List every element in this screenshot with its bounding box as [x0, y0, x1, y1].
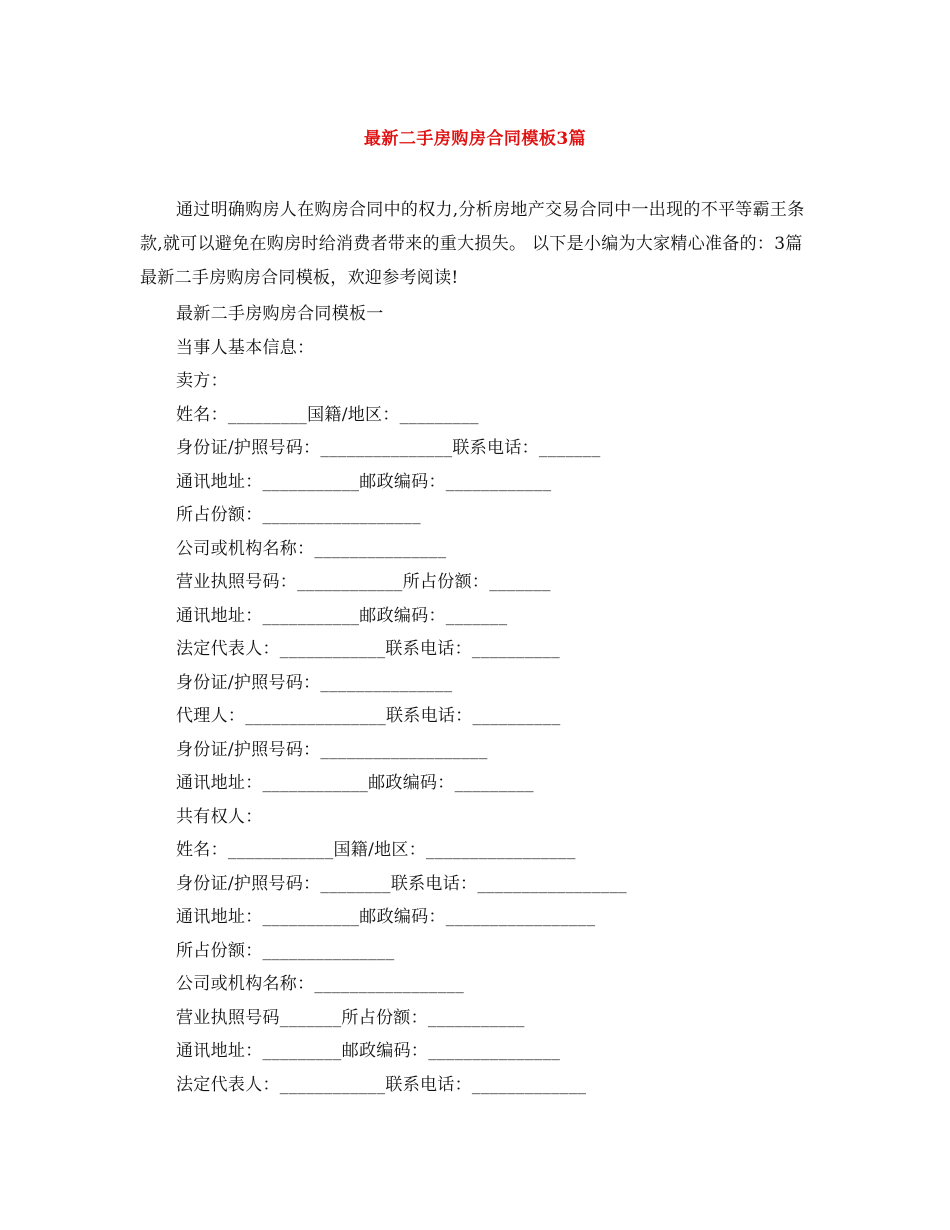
- form-line: 共有权人：: [176, 806, 263, 827]
- form-line: 通讯地址：___________邮政编码：_______: [176, 605, 508, 626]
- form-line: 身份证/护照号码：_______________联系电话：_______: [176, 438, 601, 458]
- form-line: 法定代表人：____________联系电话：_____________: [176, 1074, 587, 1095]
- form-line: 身份证/护照号码：________联系电话：_________________: [176, 873, 627, 894]
- form-line: 当事人基本信息：: [176, 337, 315, 358]
- form-line: 姓名：____________国籍/地区：_________________: [176, 840, 576, 860]
- form-line: 所占份额：__________________: [176, 505, 421, 525]
- form-line: 卖方：: [176, 371, 228, 391]
- form-line: 姓名：_________国籍/地区：_________: [176, 404, 479, 425]
- form-line: 公司或机构名称：_________________: [176, 974, 464, 994]
- form-line: 通讯地址：_________邮政编码：_______________: [176, 1041, 561, 1061]
- form-line: 公司或机构名称：_______________: [176, 538, 447, 559]
- form-line: 营业执照号码：____________所占份额：_______: [176, 572, 551, 592]
- form-line: 通讯地址：____________邮政编码：_________: [176, 773, 534, 793]
- document-title: 最新二手房购房合同模板3篇: [363, 129, 587, 149]
- form-line: 代理人：________________联系电话：__________: [176, 706, 561, 726]
- form-line: 所占份额：_______________: [176, 940, 395, 961]
- form-line: 法定代表人：____________联系电话：__________: [176, 639, 560, 659]
- form-line: 通讯地址：___________邮政编码：____________: [176, 471, 552, 492]
- form-line: 营业执照号码_______所占份额：___________: [176, 1007, 525, 1028]
- form-line: 通讯地址：___________邮政编码：_________________: [176, 907, 596, 927]
- contract-body: [176, 298, 816, 1102]
- form-line: 身份证/护照号码：___________________: [176, 739, 488, 760]
- intro-paragraph: 通过明确购房人在购房合同中的权力,分析房地产交易合同中一出现的不平等霸王条款,就可以避免在购房时给消费者带来的重大损失。 以下是小编为大家精心准备的：3篇最新二手房购房合同模板，欢迎参考阅读!: [140, 200, 805, 288]
- form-line: 身份证/护照号码：_______________: [176, 672, 453, 693]
- section-heading: 最新二手房购房合同模板一: [176, 304, 384, 324]
